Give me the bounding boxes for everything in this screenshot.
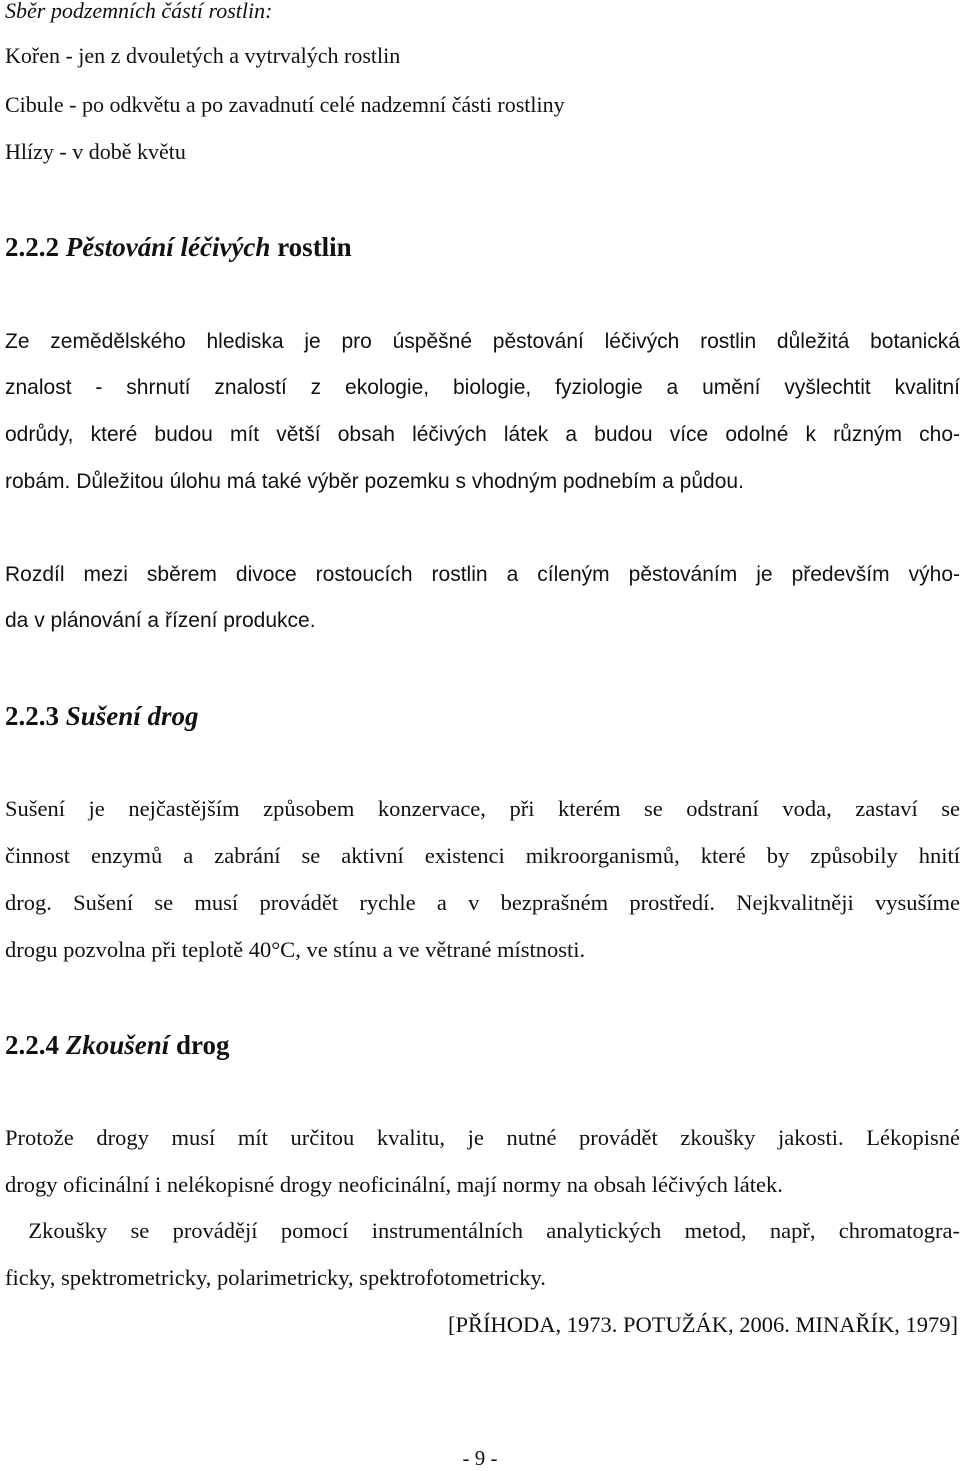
paragraph-line: znalost - shrnutí znalostí z ekologie, biologie, fyziologie a umění vyšlechtit kvalitní	[5, 376, 960, 399]
section-title-rest: rostlin	[277, 232, 352, 262]
paragraph-line: drog. Sušení se musí provádět rychle a v bezprašném prostředí. Nejkvalitněji vysušíme	[5, 890, 960, 915]
paragraph-line: činnost enzymů a zabrání se aktivní existenci mikroorganismů, které by způsobily hnití	[5, 843, 960, 868]
paragraph-line: drogu pozvolna při teplotě 40°C, ve stínu a ve větrané místnosti.	[5, 937, 586, 962]
paragraph-line: Rozdíl mezi sběrem divoce rostoucích rostlin a cíleným pěstováním je především výho-	[5, 563, 960, 586]
intro-title: Sběr podzemních částí rostlin:	[5, 0, 273, 23]
section-title-rest: drog	[176, 1030, 230, 1060]
paragraph-line: drogy oficinální i nelékopisné drogy neoficinální, mají normy na obsah léčivých látek.	[5, 1172, 783, 1197]
paragraph-line: Protože drogy musí mít určitou kvalitu, je nutné provádět zkoušky jakosti. Lékopisné	[5, 1125, 960, 1150]
paragraph-line: da v plánování a řízení produkce.	[5, 609, 316, 632]
paragraph-line: Sušení je nejčastějším způsobem konzervace, při kterém se odstraní voda, zastaví se	[5, 796, 960, 821]
section-heading-drying	[5, 703, 960, 730]
section-title-italic: Zkoušení	[65, 1030, 170, 1060]
paragraph-line: odrůdy, které budou mít větší obsah léčivých látek a budou více odolné k různým cho-	[5, 423, 960, 446]
intro-item-bulb: Cibule - po odkvětu a po zavadnutí celé nadzemní části rostliny	[5, 92, 565, 117]
section-number: 2.2.4	[5, 1030, 59, 1060]
paragraph-line: Zkoušky se provádějí pomocí instrumentálních analytických metod, např, chromatogra-	[5, 1218, 960, 1243]
citation: [PŘÍHODA, 1973. POTUŽÁK, 2006. MINAŘÍK, 1979]	[448, 1312, 958, 1337]
page-number: - 9 -	[462, 1446, 498, 1470]
section-title-italic: Sušení drog	[65, 701, 199, 731]
paragraph-line: Ze zemědělského hlediska je pro úspěšné pěstování léčivých rostlin důležitá botanická	[5, 330, 960, 353]
paragraph-line: robám. Důležitou úlohu má také výběr pozemku s vhodným podnebím a půdou.	[5, 470, 744, 493]
section-heading-testing	[5, 1032, 960, 1059]
paragraph-line: ficky, spektrometricky, polarimetricky, spektrofotometricky.	[5, 1265, 546, 1290]
intro-item-root: Kořen - jen z dvouletých a vytrvalých rostlin	[5, 43, 401, 68]
section-number: 2.2.3	[5, 701, 59, 731]
intro-item-tuber: Hlízy - v době květu	[5, 139, 186, 164]
section-number: 2.2.2	[5, 232, 59, 262]
section-heading-cultivation	[5, 234, 960, 261]
section-title-italic: Pěstování léčivých	[65, 232, 271, 262]
